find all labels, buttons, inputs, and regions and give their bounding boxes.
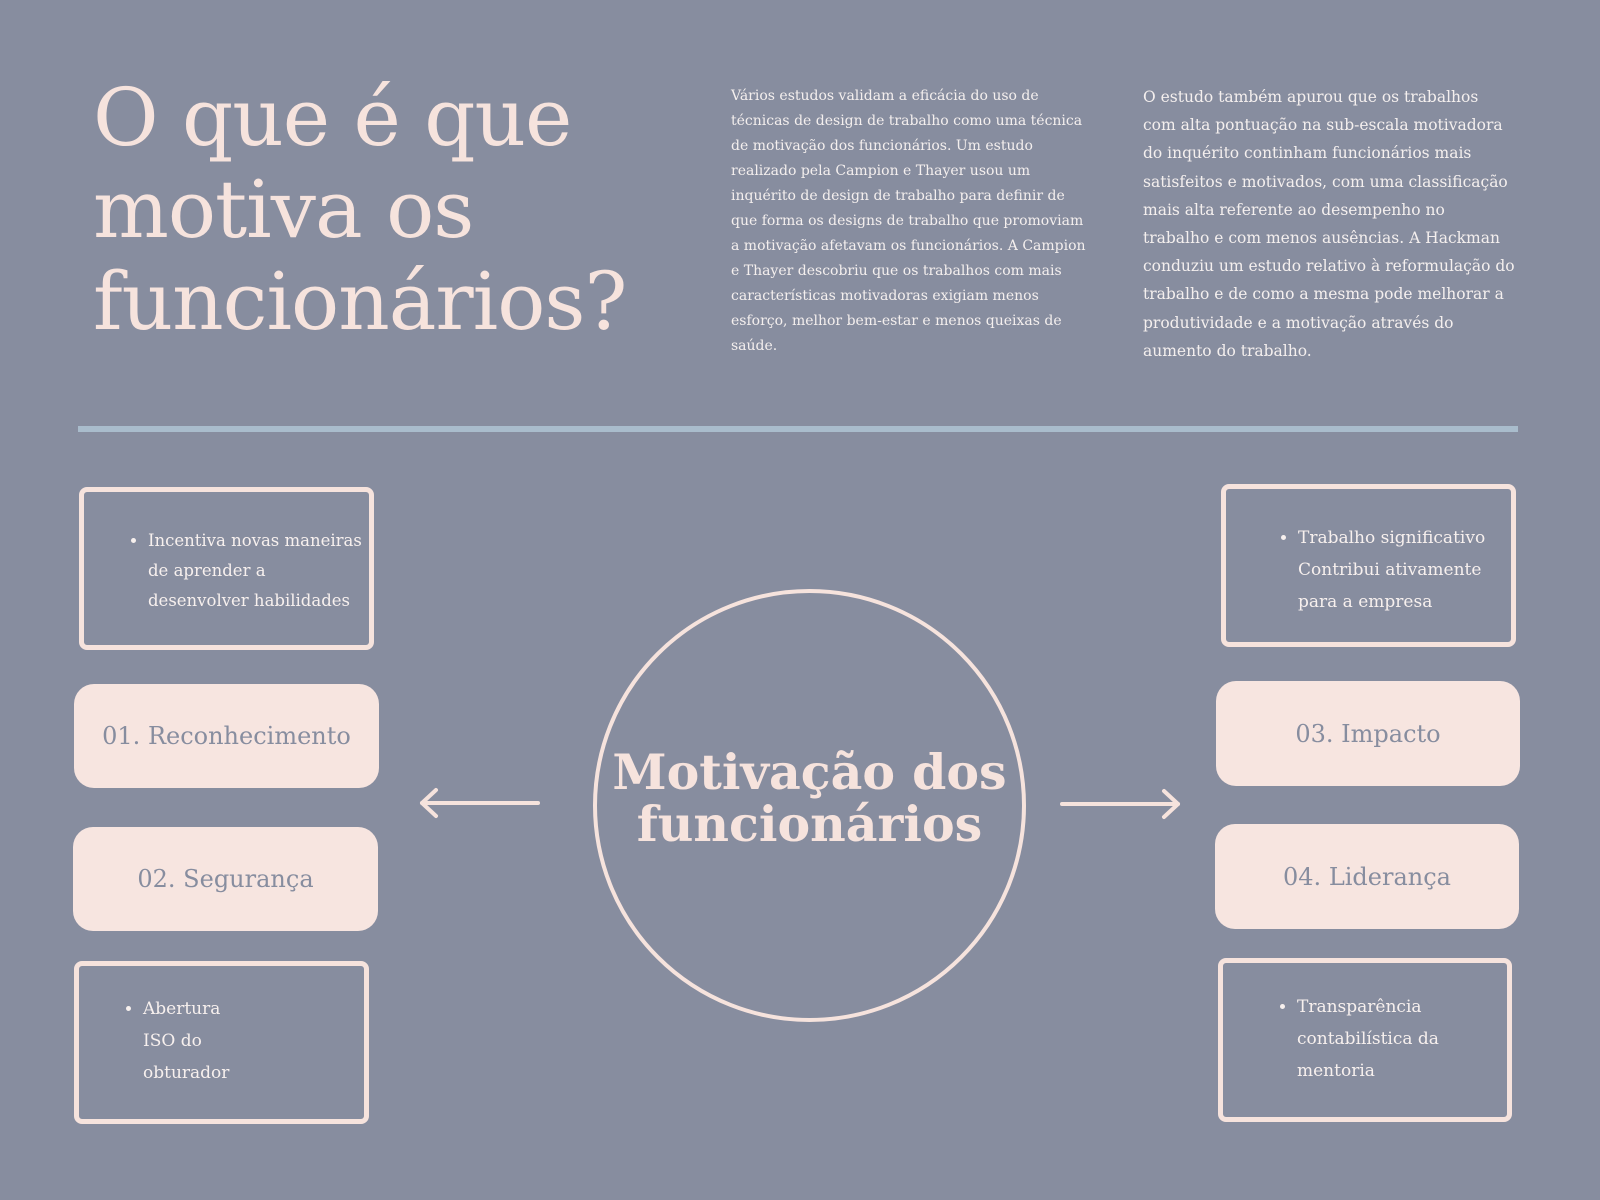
bullet-item: • Incentiva novas maneiras de aprender a desenvolver habilidades	[148, 526, 369, 616]
bullet-list	[79, 993, 364, 1089]
pill-label: 02. Segurança	[137, 865, 314, 893]
info-box-left-top	[79, 487, 374, 650]
pill-reconhecimento	[74, 684, 379, 788]
info-box-left-bottom	[74, 961, 369, 1124]
intro-paragraph-2: O estudo também apurou que os trabalhos com alta pontuação na sub-escala motivadora do inquérito continham funcionários mais satisfeitos e motivados, com uma classificação mais alta referente ao desempenho no trabalho e com menos ausências. A Hackman conduziu um estudo relativo à reformulação do trabalho e de como a mesma pode melhorar a produtividade e a motivação através do aumento do trabalho.	[1143, 88, 1515, 360]
bullet-list	[1223, 991, 1507, 1087]
center-circle	[593, 589, 1026, 1022]
pill-impacto	[1216, 681, 1520, 786]
arrow-right-icon	[1060, 789, 1182, 819]
pill-lideranca	[1215, 824, 1519, 929]
bullet-item: • Abertura ISO do obturador	[143, 993, 364, 1089]
pill-label: 01. Reconhecimento	[102, 722, 351, 750]
pill-label: 03. Impacto	[1295, 719, 1441, 748]
info-box-right-top	[1221, 484, 1516, 647]
pill-label: 04. Liderança	[1283, 862, 1451, 891]
info-box-right-bottom	[1218, 958, 1512, 1122]
pill-seguranca	[73, 827, 378, 931]
page-title: O que é que motiva os funcionários?	[93, 71, 627, 348]
bullet-item: • Transparência contabilística da mentoria	[1297, 991, 1507, 1087]
bullet-list	[1226, 522, 1511, 618]
center-label: Motivação dos funcionários	[612, 742, 1007, 853]
bullet-item: • Trabalho significativo Contribui ativamente para a empresa	[1298, 522, 1511, 618]
bullet-list	[84, 526, 369, 616]
intro-paragraph-1: Vários estudos validam a eficácia do uso de técnicas de design de trabalho como uma técnica de motivação dos funcionários. Um estudo realizado pela Campion e Thayer usou um inquérito de design de trabalho para definir de que forma os designs de trabalho que promoviam a motivação afetavam os funcionários. A Campion e Thayer descobriu que os trabalhos com mais características motivadoras exigiam menos esforço, melhor bem-estar e menos queixas de saúde.	[731, 88, 1086, 354]
section-divider	[78, 426, 1518, 432]
arrow-left-icon	[418, 788, 540, 818]
